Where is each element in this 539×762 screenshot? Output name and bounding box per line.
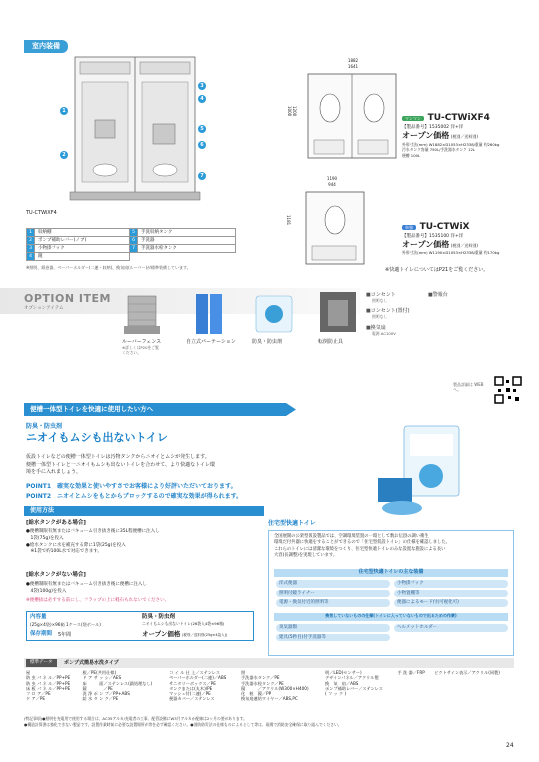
callout-6: 6: [198, 141, 206, 149]
step-line: ※1袋で約100L水で対応できます。: [26, 549, 102, 555]
step-line: 4袋(100g)を投入: [26, 588, 67, 594]
product2-price-row: [402, 240, 478, 250]
product1-header: [402, 113, 490, 124]
product2-header: [402, 222, 469, 233]
table-row: 2 ポンプ補助レバー(ノブ) 6 手洗器: [27, 237, 236, 245]
tips-body: [274, 534, 510, 560]
content-label: 内容量: [30, 614, 47, 620]
body-line: 便槽一体型トイレと一ニオイもムシも出ないトイレを合わせて、より快適なトイレ環: [26, 461, 215, 468]
section-title: 室内装備: [24, 40, 68, 53]
illustration-caption: TU-CTWiXF4: [26, 210, 57, 216]
with-tank-title: [給水タンクがある場合]: [26, 520, 86, 526]
note-line: (特記事項)●照明を充電用で使用する場合は、AC35アルカ/充電者の工事、配管設備にW3月アルカか配線は2ヶ月の要があります。: [24, 716, 247, 721]
dim-height-inner: 1200: [292, 106, 297, 117]
dim2-width-outer: 1190: [326, 176, 338, 181]
dim-width-inner: 1641: [347, 64, 359, 69]
option-right-note: 照明なし: [372, 298, 388, 303]
package-price: オープン価格: [142, 630, 181, 638]
callout-1: 1: [60, 107, 68, 115]
body-line: 仮設トイレなどの便槽一体型トイレは汚物タンクからニオイとムシが発生します。: [26, 454, 210, 460]
step-line: ●便槽制限有無またはバキューム引き抜き後に便槽に注入し: [26, 582, 147, 587]
package-product-desc: ニオイもムシも出ないトイレ(26袋入4袋×96箱): [142, 621, 225, 626]
spec-notes: [24, 716, 514, 728]
plan-drawing-double: [300, 70, 400, 162]
product1-price-note: (税別／送料別): [450, 134, 478, 139]
sub-heading: 防臭・防虫剤: [26, 423, 63, 430]
option-item-label: 防臭・防虫剤: [252, 339, 283, 345]
partition-image: [190, 292, 230, 338]
page-number: 24: [506, 742, 514, 749]
product2-badge: 単独: [402, 225, 416, 230]
package-price-note: (税別／送料別(25g×4袋入)): [182, 633, 228, 637]
option-item-note: ※詳しくはP20をご覧ください。: [122, 345, 159, 355]
table-row: 防 虫 パ ネ ル／PP+PE 床 面／ステンレス(錆処理なし) サニタリーボックス／PE 手洗器水栓タンク／PE 換 気 扇／ABS: [26, 680, 359, 686]
main-title: ニオイもムシも出ないトイレ: [26, 431, 168, 444]
louver-fence-image: [122, 292, 162, 338]
step-line: ●給水タンクに水を補充する際に1袋(25g)を投入: [26, 542, 126, 548]
banner: 便槽一体型トイレを快適に使用したい方へ: [24, 403, 286, 416]
option-right-item: ■コンセント: [366, 292, 396, 298]
tips-line: 環境だ付共器に快適をすることができるので「住宅型仮設トイレ」の仕様を確認しました。: [274, 540, 450, 546]
deodorant-image: [252, 292, 296, 338]
tips-item: 小物掛フック: [394, 580, 508, 588]
step-line: ●便槽制限有無またはバキューム引き抜き後に35L程便槽に注入し: [26, 529, 160, 534]
table-row: フ ロ ア／PE 洗 浄 ポ ン プ／PP+ABS マッシュ付(二連)／PE 化 粧 鏡／PP ( フ ッ ク ): [26, 691, 347, 696]
option-right-note: 電源 AC100V: [372, 331, 396, 336]
tips-item: 電源・換気付近的照明等: [276, 599, 390, 607]
tips-item: ヘルメットホルダー: [394, 624, 508, 632]
callout-2: 2: [60, 151, 68, 159]
storage-label: 保存期間: [30, 631, 53, 637]
product2-price: オープン価格: [402, 240, 450, 249]
callout-7: 7: [198, 172, 206, 180]
option-subtitle: オプションアイテム: [24, 306, 64, 311]
storage-value: 5年間: [58, 632, 72, 638]
step-line: 1袋(75g)を投入: [26, 535, 64, 541]
product1-price: オープン価格: [402, 131, 450, 140]
option-right-note: 照明なし: [372, 314, 388, 319]
qr-text: 製品詳細は WEBへ。: [453, 382, 484, 392]
tips-line: これらのトイレには清潔な環境をつくり、住宅型快適トイレのみな設置な施設による長い: [274, 546, 446, 552]
table-row: 3 小物掛フック 7 手洗器水栓タンク: [27, 245, 236, 253]
equipment-table: [26, 228, 236, 261]
spec-table: [24, 670, 514, 702]
spec-bar-tag: 標準データ: [26, 659, 57, 667]
toilet-interior-illustration: [60, 52, 210, 202]
point-2: POINT2 ニオイとムシをもとからブロックするので確実な効果が得られます。: [26, 493, 243, 500]
product1-badge: ワンマン: [402, 116, 424, 121]
option-item-label: ルーバーフェンス: [122, 339, 162, 345]
table-row: 4 鏡: [27, 253, 236, 261]
tips-items2: [276, 624, 508, 641]
table-row: ド ア／PE 給 水 タ ン ク／PE 便器カバー／ステンレス 換気扇連結ワイヤー／ABS,PC: [26, 696, 298, 702]
option-item-label: 自立式パーテーション: [186, 339, 236, 345]
callout-5: 5: [198, 125, 206, 133]
content-value: (25g×4袋)×96箱 1ケース(袋ボール): [30, 622, 101, 627]
tips-item: 建具(5秒目)付手洗器等: [276, 634, 390, 642]
product2-name: TU-CTWiX: [419, 222, 470, 232]
dim-height-outer: 1000: [287, 106, 292, 117]
table-row: 1 収納棚 5 手洗収納タンク: [27, 229, 236, 237]
anti-fall-image: [318, 290, 358, 336]
dim-width-outer: 1882: [347, 58, 359, 63]
tips-line: 大容(長調整)を実現しています。: [274, 553, 338, 559]
package-price-row: [142, 630, 227, 638]
deodorant-product-photo: [374, 424, 479, 519]
spec-line: 外形寸法(mm) W1882×D1053×H2338/重量 約260kg: [402, 142, 500, 147]
equipment-note: ※照明、紙巻器、ペーパーホルダー(二連・収納)、換気扇(ルーバー)が標準装備しています。: [26, 265, 191, 270]
product1-code: 【製品番号】1535002 洋+洋: [402, 125, 464, 130]
product2-specs: 外形寸法(mm) W1190×D1053×H2338/重量 約170kg: [402, 250, 500, 255]
option-title: OPTION ITEM: [24, 292, 111, 305]
product1-name: TU-CTWiXF4: [427, 113, 490, 123]
body-line: 境を手に入れましょう。: [26, 469, 82, 475]
qr-code-icon[interactable]: [494, 376, 522, 404]
option-right-item: ■コンセント(置付): [366, 308, 410, 314]
point-1: POINT1 確実な効果と使いやすさでお客様により好評いただいております。: [26, 483, 237, 490]
option-right-item: ■警報台: [428, 292, 448, 298]
tips-line: 全国展開の公衆型仮設製品では、空調環境装置の一環として数お伝頂の調い衛生: [274, 534, 429, 539]
product1-specs: [402, 142, 499, 158]
product1-price-row: [402, 131, 478, 141]
note-line: ●構造計算書は強化できない製品です。設置作業時前に必要な設置場所が等を必ず確認ください。●消防防災法の仕様ものによるとして等は、現場で消防安全確保に取り組んでください。: [24, 722, 342, 728]
warning-text: ※便槽抜は必ずする前にし、フラップの上に軽石もれないでください。: [26, 598, 170, 603]
product2-price-note: (税別／送料別): [450, 243, 478, 248]
banner-arrow-icon: [286, 403, 296, 416]
spec-bar-text: ポンプ式簡易水洗タイプ: [64, 660, 119, 666]
option-right-item: ■換気扇: [366, 325, 386, 331]
tips-title: 住宅型快適トイレ: [268, 520, 316, 527]
tips-section2-title: 換気していないものの仕様(トイレに入っていないもので出るための作業): [274, 613, 508, 621]
body-text: [26, 454, 215, 477]
with-tank-steps: [26, 529, 160, 556]
tips-item: 臭気器類: [276, 624, 390, 632]
tips-item: 照明付鏡ライナー: [276, 590, 390, 598]
tips-item: 小物置棚等: [394, 590, 508, 598]
callout-4: 4: [198, 95, 206, 103]
howto-title: 使用方法: [24, 506, 264, 516]
table-row: 床 板 パ ネ ル／PP+PE 鏡 ／PE タンクまたは(丸木)/PE 鏡 ／アクリル(W300×H400) ポンプ補助レバー／ステンレス: [26, 685, 383, 691]
tips-item: 洋式便器: [276, 580, 390, 588]
no-tank-title: [給水タンクがない場合]: [26, 572, 86, 578]
tips-items: [276, 580, 508, 607]
product2-code: 【製品番号】1535100 洋+洋: [402, 234, 464, 239]
dim2-width-inner: 944: [328, 182, 336, 187]
no-tank-steps: [26, 582, 147, 596]
footnote-right: ※快適トイレについてはP21をご覧ください。: [385, 267, 489, 273]
option-item-label: 転倒防止具: [318, 339, 344, 345]
callout-3: 3: [198, 82, 206, 90]
spec-line: 便槽 100L: [402, 152, 421, 158]
package-product-label: 防臭・防虫剤: [142, 614, 176, 620]
table-row: 防 虫 パ ネ ル／PP+PE ド ア サ ッ シ／AES ペーパーホルダー(二連)／ABS 手洗器水タンク／PE デザインパネル／アクリル製: [26, 675, 379, 681]
table-row: 屋 根／PE(共用仕様) コ イ ル 仕 上／ステンレス 照 明／LED(センサー) 手 洗 器／FRP ピクトサイン表示／アクリル(同製): [26, 670, 500, 675]
plan-drawing-single: [300, 188, 370, 268]
dim2-height: 1181: [286, 215, 291, 226]
tips-section-title: 住宅型快適トイレの主な装備: [274, 569, 508, 577]
tips-item: 便器によるモード付(可視化可): [394, 599, 508, 607]
spec-line: 汚水タンク容量 750L/手洗器水タンク 12L: [402, 147, 476, 153]
